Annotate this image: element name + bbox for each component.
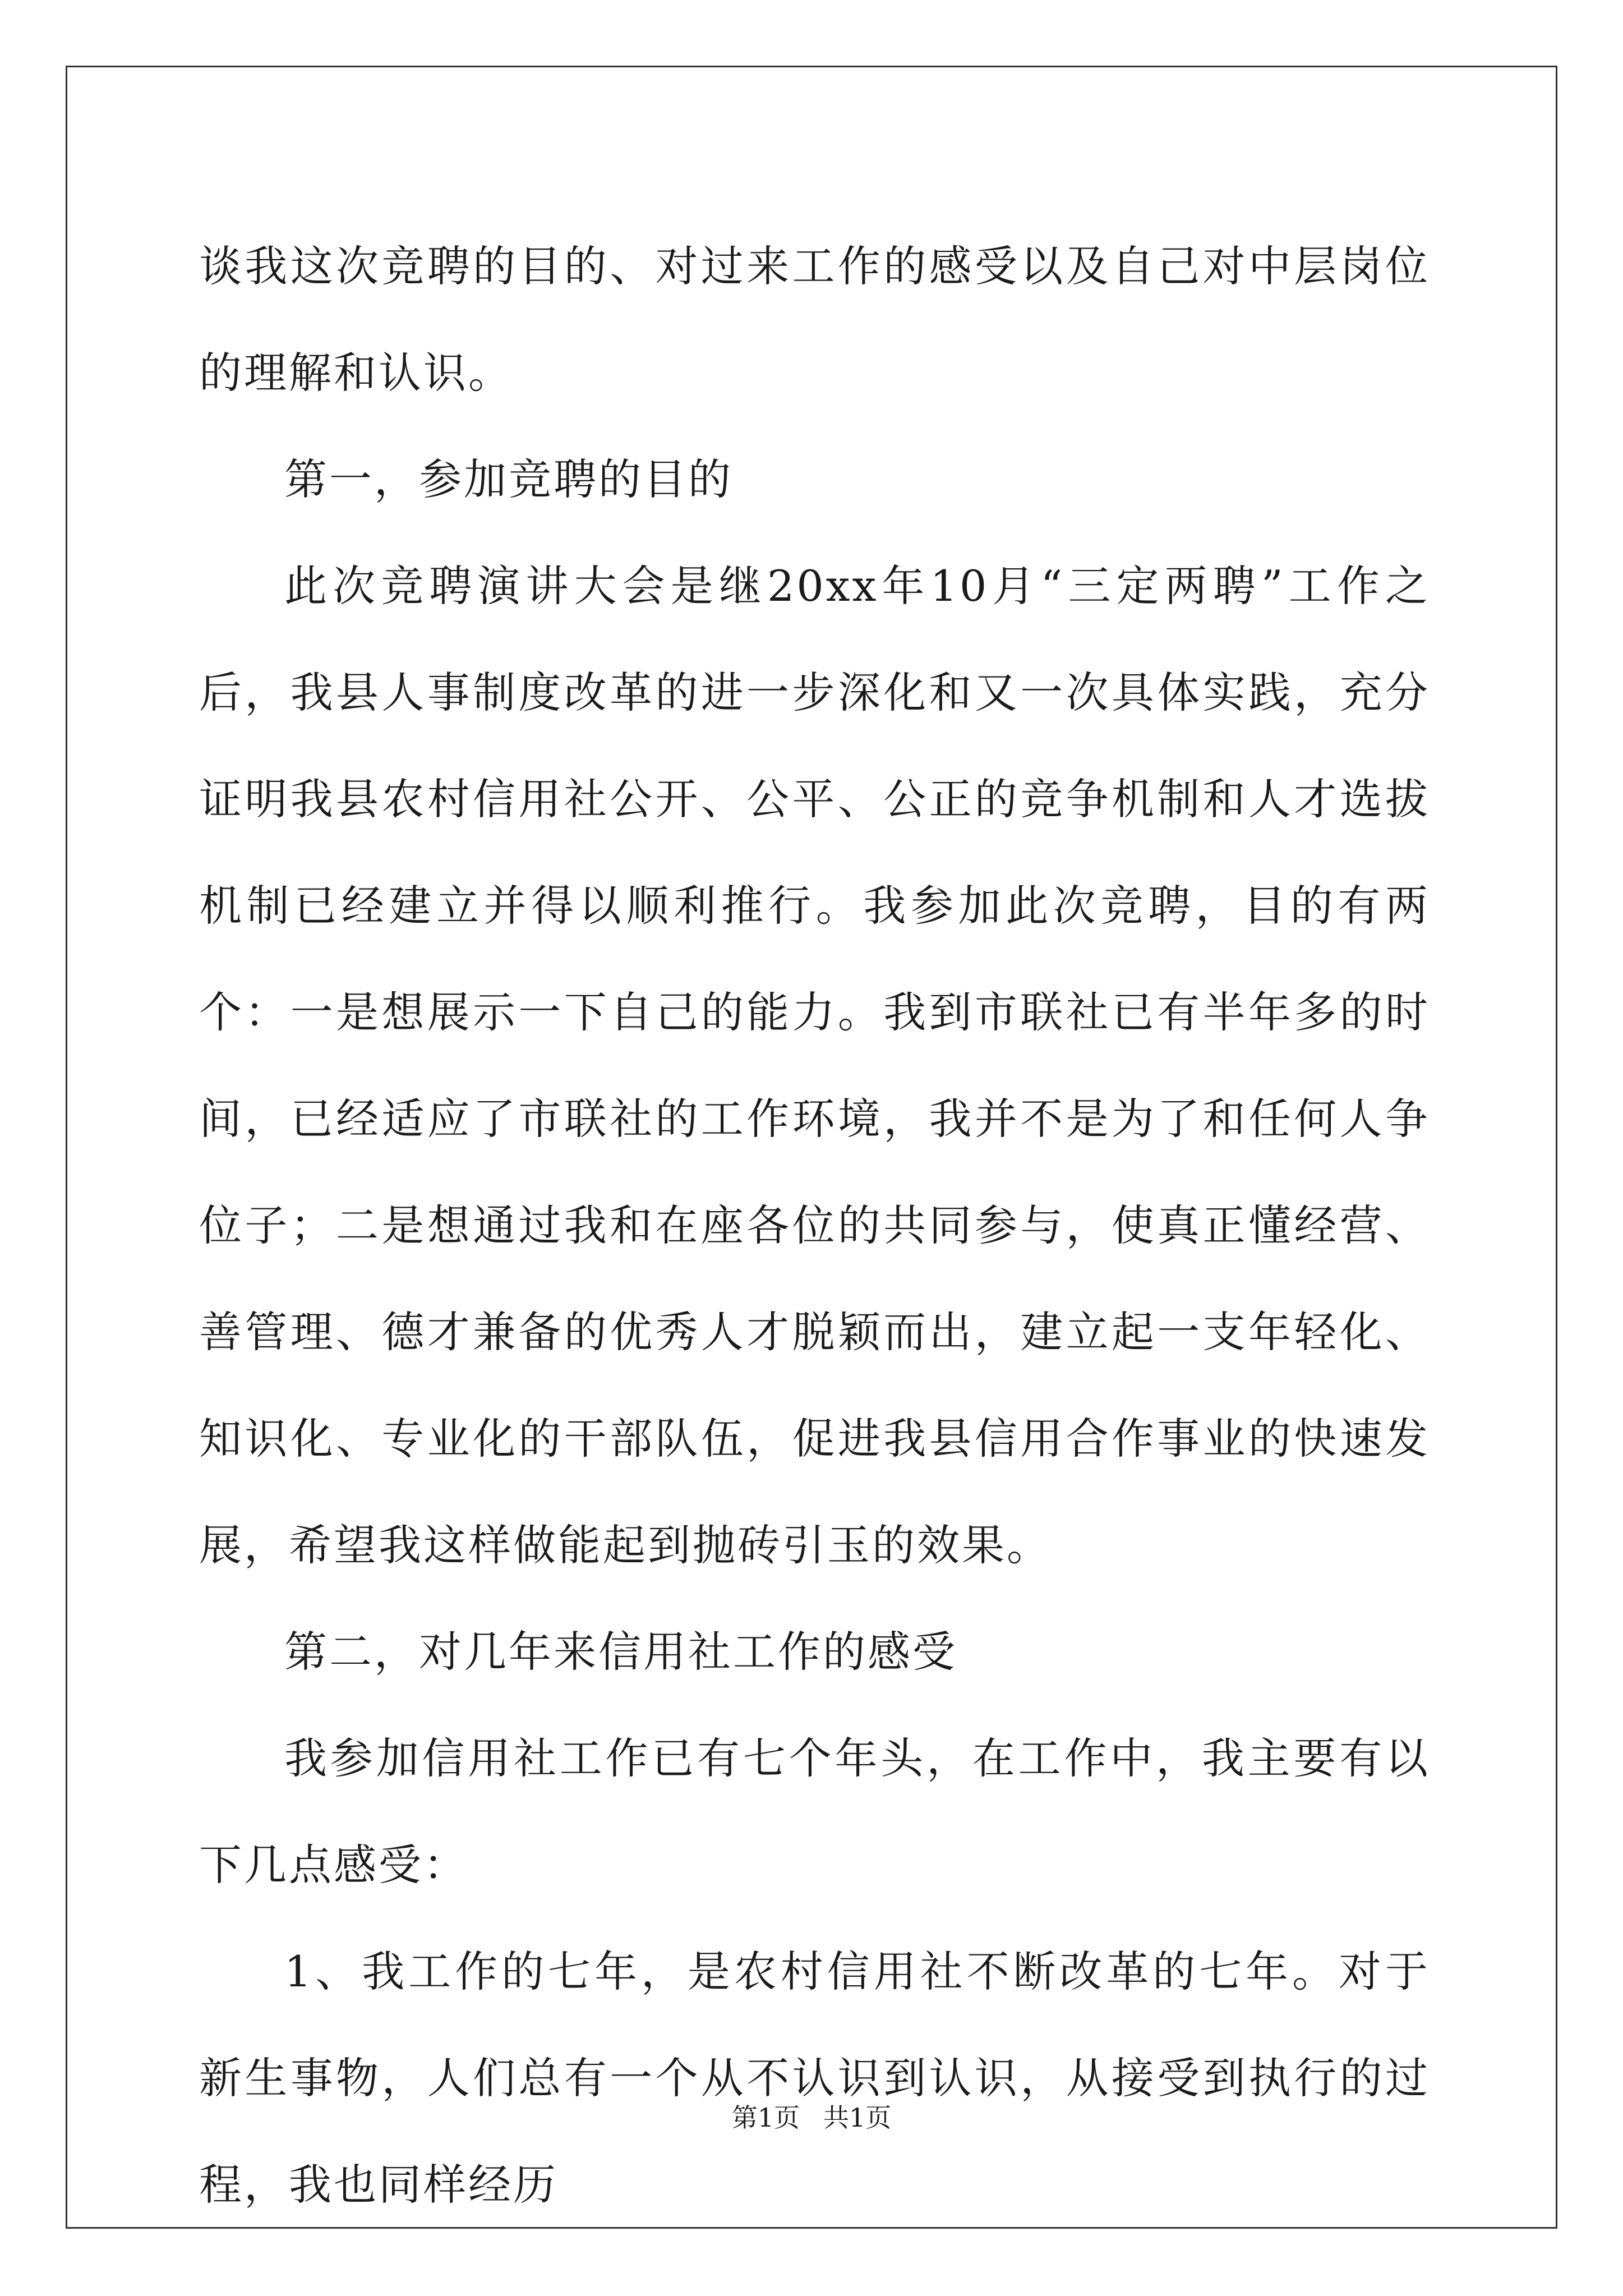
paragraph-purpose: 此次竞聘演讲大会是继20xx年10月“三定两聘”工作之后，我县人事制度改革的进一步深化和又一次具体实践，充分证明我县农村信用社公开、公平、公正的竞争机制和人才选拔机制已经建立并得以顺利推行。我参加此次竞聘，目的有两个：一是想展示一下自己的能力。我到市联社已有半年多的时间，已经适应了市联社的工作环境，我并不是为了和任何人争位子；二是想通过我和在座各位的共同参与，使真正懂经营、善管理、德才兼备的优秀人才脱颖而出，建立起一支年轻化、知识化、专业化的干部队伍，促进我县信用合作事业的快速发展，希望我这样做能起到抛砖引玉的效果。 <box>199 561 1430 1570</box>
paragraph-feelings-intro: 我参加信用社工作已有七个年头，在工作中，我主要有以下几点感受： <box>199 1733 1430 1890</box>
page-footer <box>0 2101 1623 2134</box>
paragraph-point-one: 1、我工作的七年，是农村信用社不断改革的七年。对于新生事物，人们总有一个从不认识到认识，从接受到执行的过程，我也同样经历 <box>199 1947 1430 2210</box>
page-number: 第1页 <box>731 2102 800 2133</box>
paragraph-intro: 谈我这次竞聘的目的、对过来工作的感受以及自己对中层岗位的理解和认识。 <box>199 241 1430 398</box>
heading-section-one: 第一，参加竞聘的目的 <box>284 454 733 504</box>
heading-section-two: 第二，对几年来信用社工作的感受 <box>284 1627 957 1677</box>
document-body <box>199 213 1430 2238</box>
page-total: 共1页 <box>823 2102 892 2133</box>
